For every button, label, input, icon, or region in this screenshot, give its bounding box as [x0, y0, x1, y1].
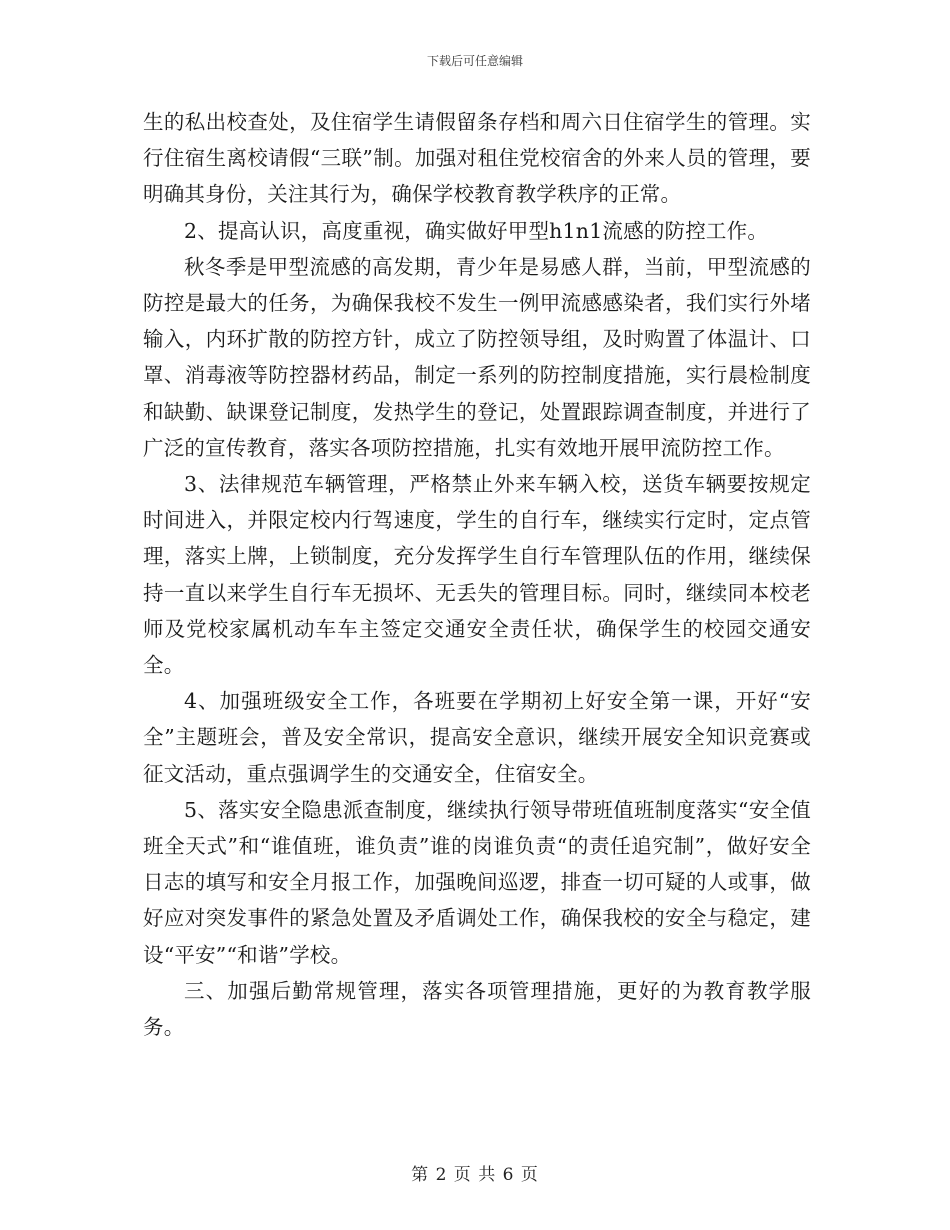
paragraph-item-5-hazard-check: 5、落实安全隐患派查制度，继续执行领导带班值班制度落实“安全值班全天式”和“谁值班，谁负责”谁的岗谁负责“的责任追究制”，做好安全日志的填写和安全月报工作，加强晚间巡逻，排查一切可疑的人或事，做好应对突发事件的紧急处置及矛盾调处工作，确保我校的安全与稳定，建设“平安”“和谐”学校。	[143, 797, 811, 967]
paragraph-item-4-class-safety: 4、加强班级安全工作，各班要在学期初上好安全第一课，开好“安全”主题班会，普及安全常识，提高安全意识，继续开展安全知识竞赛或征文活动，重点强调学生的交通安全，住宿安全。	[143, 689, 811, 786]
paragraph-continuation: 生的私出校查处，及住宿学生请假留条存档和周六日住宿学生的管理。实行住宿生离校请假“三联”制。加强对租住党校宿舍的外来人员的管理，要明确其身份，关注其行为，确保学校教育教学秩序的正常。	[143, 110, 811, 207]
paragraph-flu-prevention: 秋冬季是甲型流感的高发期，青少年是易感人群，当前，甲型流感的防控是最大的任务，为确保我校不发生一例甲流感感染者，我们实行外堵输入，内环扩散的防控方针，成立了防控领导组，及时购置了体温计、口罩、消毒液等防控器材药品，制定一系列的防控制度措施，实行晨检制度和缺勤、缺课登记制度，发热学生的登记，处置跟踪调查制度，并进行了广泛的宣传教育，落实各项防控措施，扎实有效地开展甲流防控工作。	[143, 254, 811, 460]
paragraph-section-3-heading: 三、加强后勤常规管理，落实各项管理措施，更好的为教育教学服务。	[143, 978, 811, 1040]
document-body	[143, 104, 811, 1045]
page-header: 下载后可任意编辑	[426, 54, 523, 68]
paragraph-item-2-heading: 2、提高认识，高度重视，确实做好甲型h1n1流感的防控工作。	[184, 218, 769, 243]
page-number-footer: 第 2 页 共 6 页	[411, 1165, 539, 1185]
paragraph-item-3-vehicles: 3、法律规范车辆管理，严格禁止外来车辆入校，送货车辆要按规定时间进入，并限定校内行驾速度，学生的自行车，继续实行定时，定点管理，落实上牌，上锁制度，充分发挥学生自行车管理队伍的作用，继续保持一直以来学生自行车无损坏、无丢失的管理目标。同时，继续同本校老师及党校家属机动车车主签定交通安全责任状，确保学生的校园交通安全。	[143, 472, 811, 678]
